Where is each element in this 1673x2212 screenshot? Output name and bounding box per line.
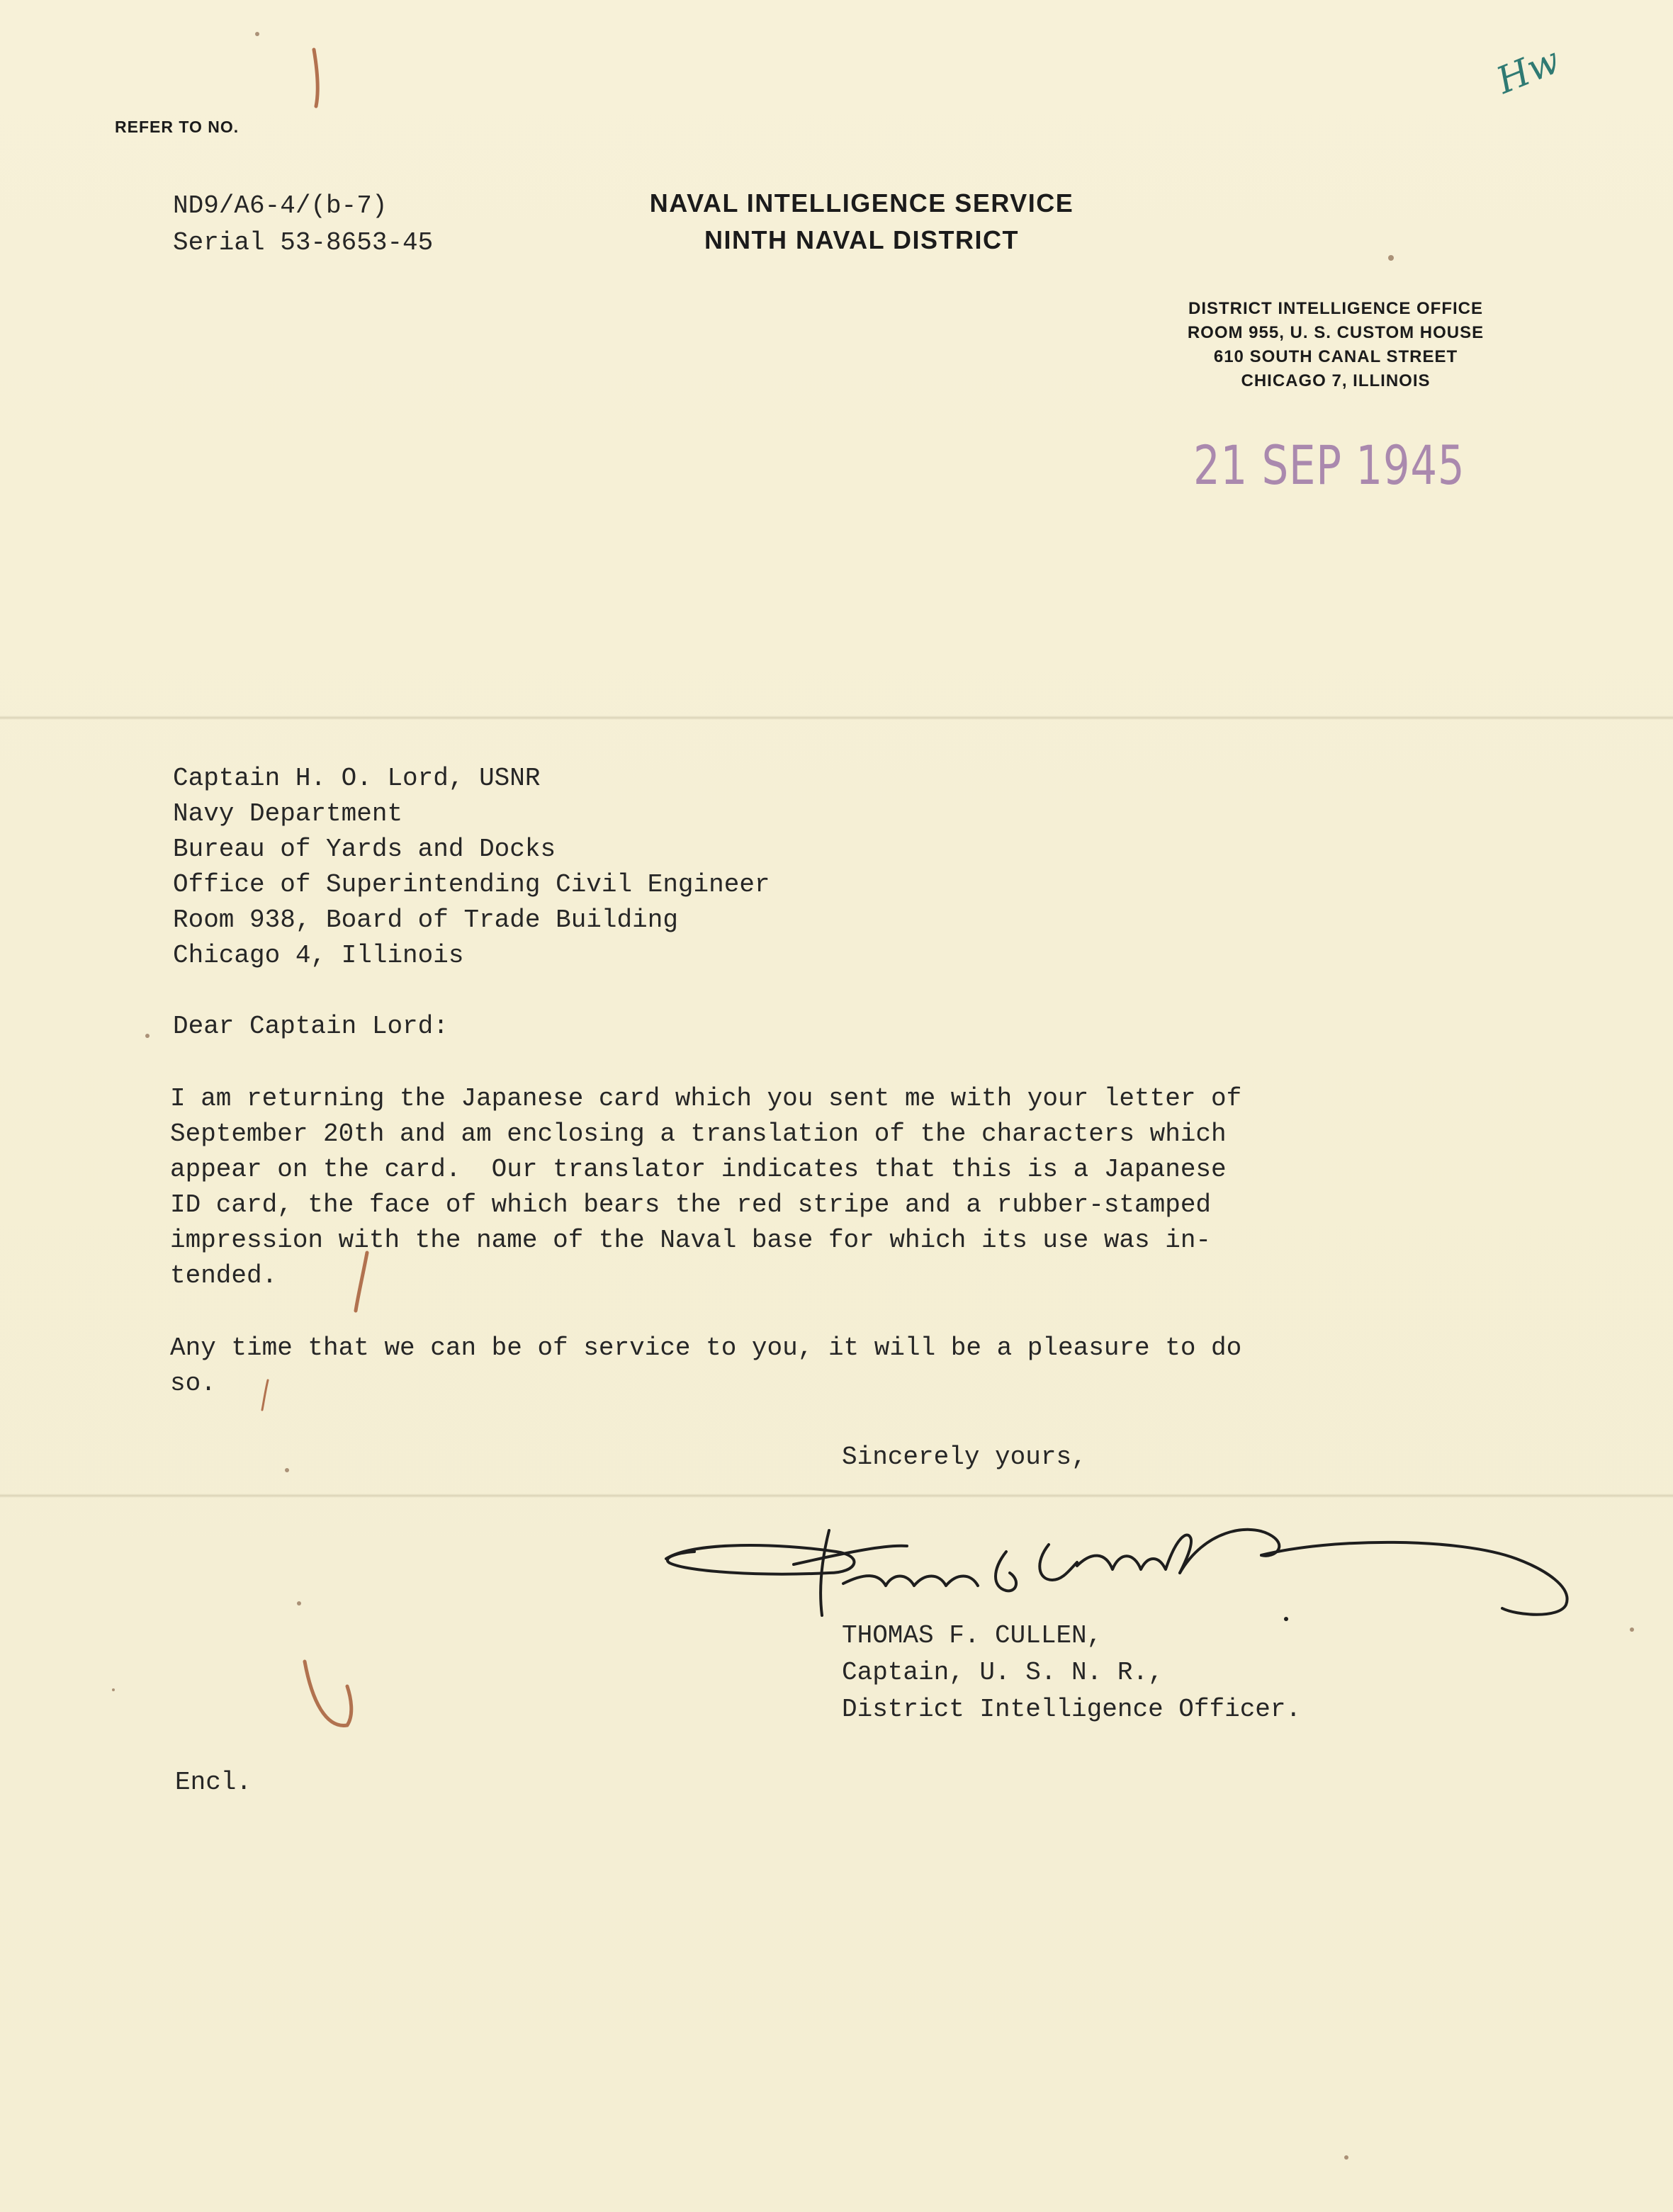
recipient-line: Chicago 4, Illinois <box>173 941 464 970</box>
organization-name: NAVAL INTELLIGENCE SERVICE <box>649 188 1074 218</box>
reference-number: ND9/A6-4/(b-7) <box>173 191 388 220</box>
serial-number: Serial 53-8653-45 <box>173 228 434 257</box>
handwritten-signature <box>652 1502 1616 1630</box>
paper-fold-crease <box>0 716 1673 720</box>
recipient-line: Bureau of Yards and Docks <box>173 835 556 864</box>
office-address-line: DISTRICT INTELLIGENCE OFFICE <box>1188 299 1483 318</box>
body-line: appear on the card. Our translator indicates that this is a Japanese <box>170 1155 1227 1184</box>
recipient-line: Navy Department <box>173 799 403 828</box>
paper-fold-crease <box>0 1494 1673 1498</box>
salutation: Dear Captain Lord: <box>173 1012 449 1041</box>
enclosure-note: Encl. <box>175 1768 252 1797</box>
body-line: impression with the name of the Naval base for which its use was in- <box>170 1226 1212 1255</box>
signatory-name: THOMAS F. CULLEN, <box>842 1621 1103 1650</box>
signatory-rank: Captain, U. S. N. R., <box>842 1658 1164 1687</box>
signatory-title: District Intelligence Officer. <box>842 1695 1302 1724</box>
recipient-line: Room 938, Board of Trade Building <box>173 905 678 935</box>
body-line: so. <box>170 1369 216 1398</box>
body-line: tended. <box>170 1261 278 1290</box>
body-line: I am returning the Japanese card which you sent me with your letter of <box>170 1084 1242 1113</box>
recipient-line: Captain H. O. Lord, USNR <box>173 764 541 793</box>
date-stamp: 21 SEP 1945 <box>1193 434 1465 497</box>
body-line: Any time that we can be of service to you, it will be a pleasure to do <box>170 1333 1242 1362</box>
office-address-line: CHICAGO 7, ILLINOIS <box>1241 371 1431 390</box>
organization-district: NINTH NAVAL DISTRICT <box>704 225 1019 254</box>
office-address-line: 610 SOUTH CANAL STREET <box>1213 347 1458 366</box>
body-line: September 20th and am enclosing a translation of the characters which <box>170 1119 1227 1149</box>
handwritten-initials: Hw <box>1491 39 1566 103</box>
refer-to-label: REFER TO NO. <box>115 118 240 136</box>
closing: Sincerely yours, <box>842 1443 1087 1472</box>
office-address-line: ROOM 955, U. S. CUSTOM HOUSE <box>1187 323 1485 342</box>
body-line: ID card, the face of which bears the red stripe and a rubber-stamped <box>170 1190 1212 1219</box>
recipient-line: Office of Superintending Civil Engineer <box>173 870 770 899</box>
